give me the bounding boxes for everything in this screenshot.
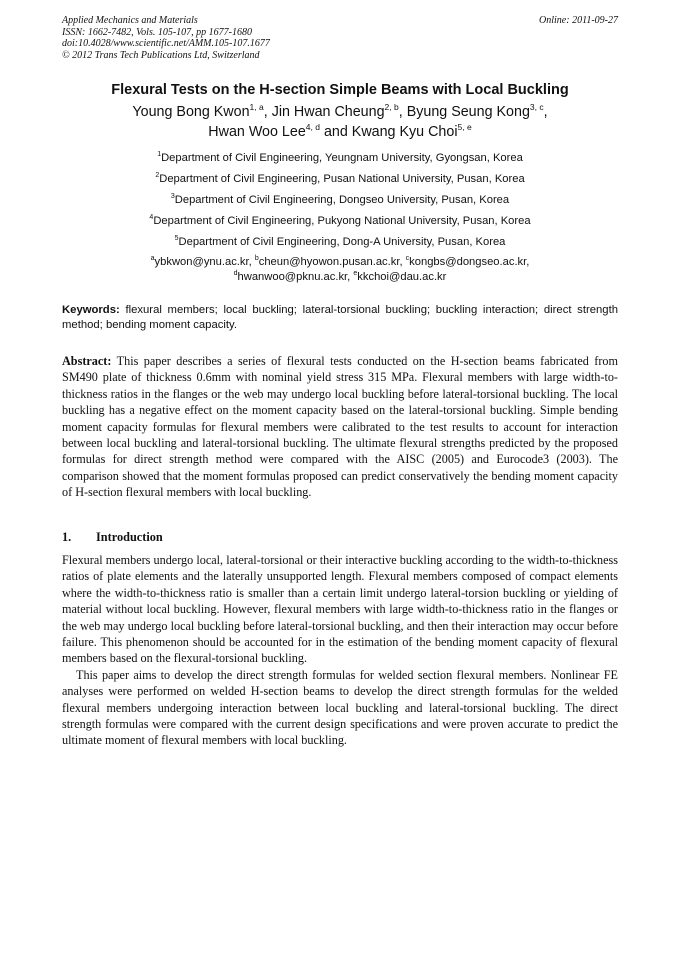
email-superscript: b [254,255,259,262]
author-name: Jin Hwan Cheung [271,104,385,120]
affiliation-text: Department of Civil Engineering, Dongseo University, Pusan, Korea [174,194,510,206]
author-superscript: 2, b [384,102,399,112]
author-superscript: 5, e [457,122,472,132]
affiliation-line [62,148,618,169]
affiliation-line [62,169,618,190]
abstract-paragraph [62,353,618,501]
keywords-text: flexural members; local buckling; lateral-torsional buckling; buckling interaction; direct strength method; bending moment capacity. [62,304,618,331]
affiliation-line [62,190,618,211]
publication-header [62,15,618,61]
affiliation-number: 5 [174,235,179,242]
email-link[interactable]: cheun@hyowon.pusan.ac.kr [258,256,400,268]
author-separator: , [398,104,407,120]
email-link[interactable]: kkchoi@dau.ac.kr [357,270,447,283]
email-link[interactable]: ybkwon@ynu.ac.kr [154,256,249,268]
email-superscript: e [353,269,358,277]
author-name: Byung Seung Kong [406,104,530,120]
email-link[interactable]: kongbs@dongseo.ac.kr [409,256,527,268]
journal-name: Applied Mechanics and Materials [62,15,198,26]
affiliation-text: Department of Civil Engineering, Dong-A University, Pusan, Korea [178,236,506,248]
doi-line: doi:10.4028/www.scientific.net/AMM.105-107.1677 [62,38,270,49]
author-superscript: 1, a [249,102,264,112]
email-list [62,256,618,285]
email-superscript: c [405,255,410,262]
affiliation-line [62,211,618,232]
affiliation-text: Department of Civil Engineering, Yeungnam University, Gyongsan, Korea [161,152,523,164]
author-name: Kwang Kyu Choi [351,124,458,140]
section-heading [62,529,618,545]
author-name: Hwan Woo Lee [208,124,306,140]
online-date: Online: 2011-09-27 [539,15,618,26]
body-paragraph: This paper aims to develop the direct strength formulas for welded section flexural members. Nonlinear FE analyses were performed on welded H-section beams to develop the direct strength formulas for the welded flexural members undergoing interaction between local buckling and lateral-torsional buckling. The direct strength formulas were compared with the current design specifications and were proven accurate to predict the ultimate moment of flexural members with local buckling. [62,667,618,748]
author-superscript: 4, d [305,122,320,132]
affiliation-number: 4 [149,214,154,221]
keywords-paragraph [62,303,618,332]
author-separator: , [543,104,548,120]
keywords-label: Keywords: [62,304,120,316]
body-paragraph: Flexural members undergo local, lateral-torsional or their interactive buckling according to the width-to-thickness ratios of plate elements and the laterally unsupported length. Flexural members composed of compact elements where the width-to-thickness ratio is smaller than a certain limit undergo lateral-torsion buckling or yielding of material without local buckling. However, flexural members with large width-to-thickness ratio in the flanges or the web may undergo local buckling before lateral-torsional buckling, and then their interaction may occur before failure. This phenomenon should be accounted for in the estimation of the bending moment capacity of flexural members based on the flexural-torsional buckling. [62,553,618,666]
author-superscript: 3, c [529,102,544,112]
author-separator: , [263,104,272,120]
author-list [62,103,618,143]
affiliation-number: 3 [170,193,175,200]
email-separator: , [347,270,354,283]
email-superscript: d [233,269,238,277]
affiliation-line [62,232,618,253]
abstract-label: Abstract: [62,354,112,368]
author-separator: and [319,124,352,140]
affiliation-list [62,148,618,253]
section-title: Introduction [96,530,163,544]
abstract-text: This paper describes a series of flexural tests conducted on the H-section beams fabricated from SM490 plate of thickness 0.6mm with nominal yield stress 315 MPa. Flexural members with large width-to-thickness ratios in the flanges or the web may undergo local buckling before lateral-torsional buckling. The local buckling has a negative effect on the moment capacity based on the lateral-torsional buckling. Simple bending moment capacity formulas for flexural members were calibrated to the test results to account for interaction between local buckling and lateral-torsional buckling. The ultimate flexural strengths predicted by the proposed formulas for direct strength method were compared with the AISC (2005) and Eurocode3 (2003). The comparison showed that the moment formulas proposed can predict conservatively the bending moment capacity of H-section flexural members with local buckling. [62,354,618,500]
author-name: Young Bong Kwon [132,104,250,120]
email-superscript: a [150,255,155,262]
affiliation-text: Department of Civil Engineering, Pusan National University, Pusan, Korea [159,173,525,185]
affiliation-text: Department of Civil Engineering, Pukyong National University, Pusan, Korea [153,215,531,227]
copyright-line: © 2012 Trans Tech Publications Ltd, Switzerland [62,49,260,61]
affiliation-number: 2 [155,172,160,179]
section-number: 1. [62,530,72,544]
email-separator: , [526,256,530,268]
issn-line: ISSN: 1662-7482, Vols. 105-107, pp 1677-1680 [62,26,252,38]
paper-title: Flexural Tests on the H-section Simple Beams with Local Buckling [111,82,569,98]
email-separator: , [399,256,406,268]
email-separator: , [248,256,255,268]
affiliation-number: 1 [157,151,162,158]
introduction-body [62,552,618,749]
email-link[interactable]: hwanwoo@pknu.ac.kr [237,270,348,283]
